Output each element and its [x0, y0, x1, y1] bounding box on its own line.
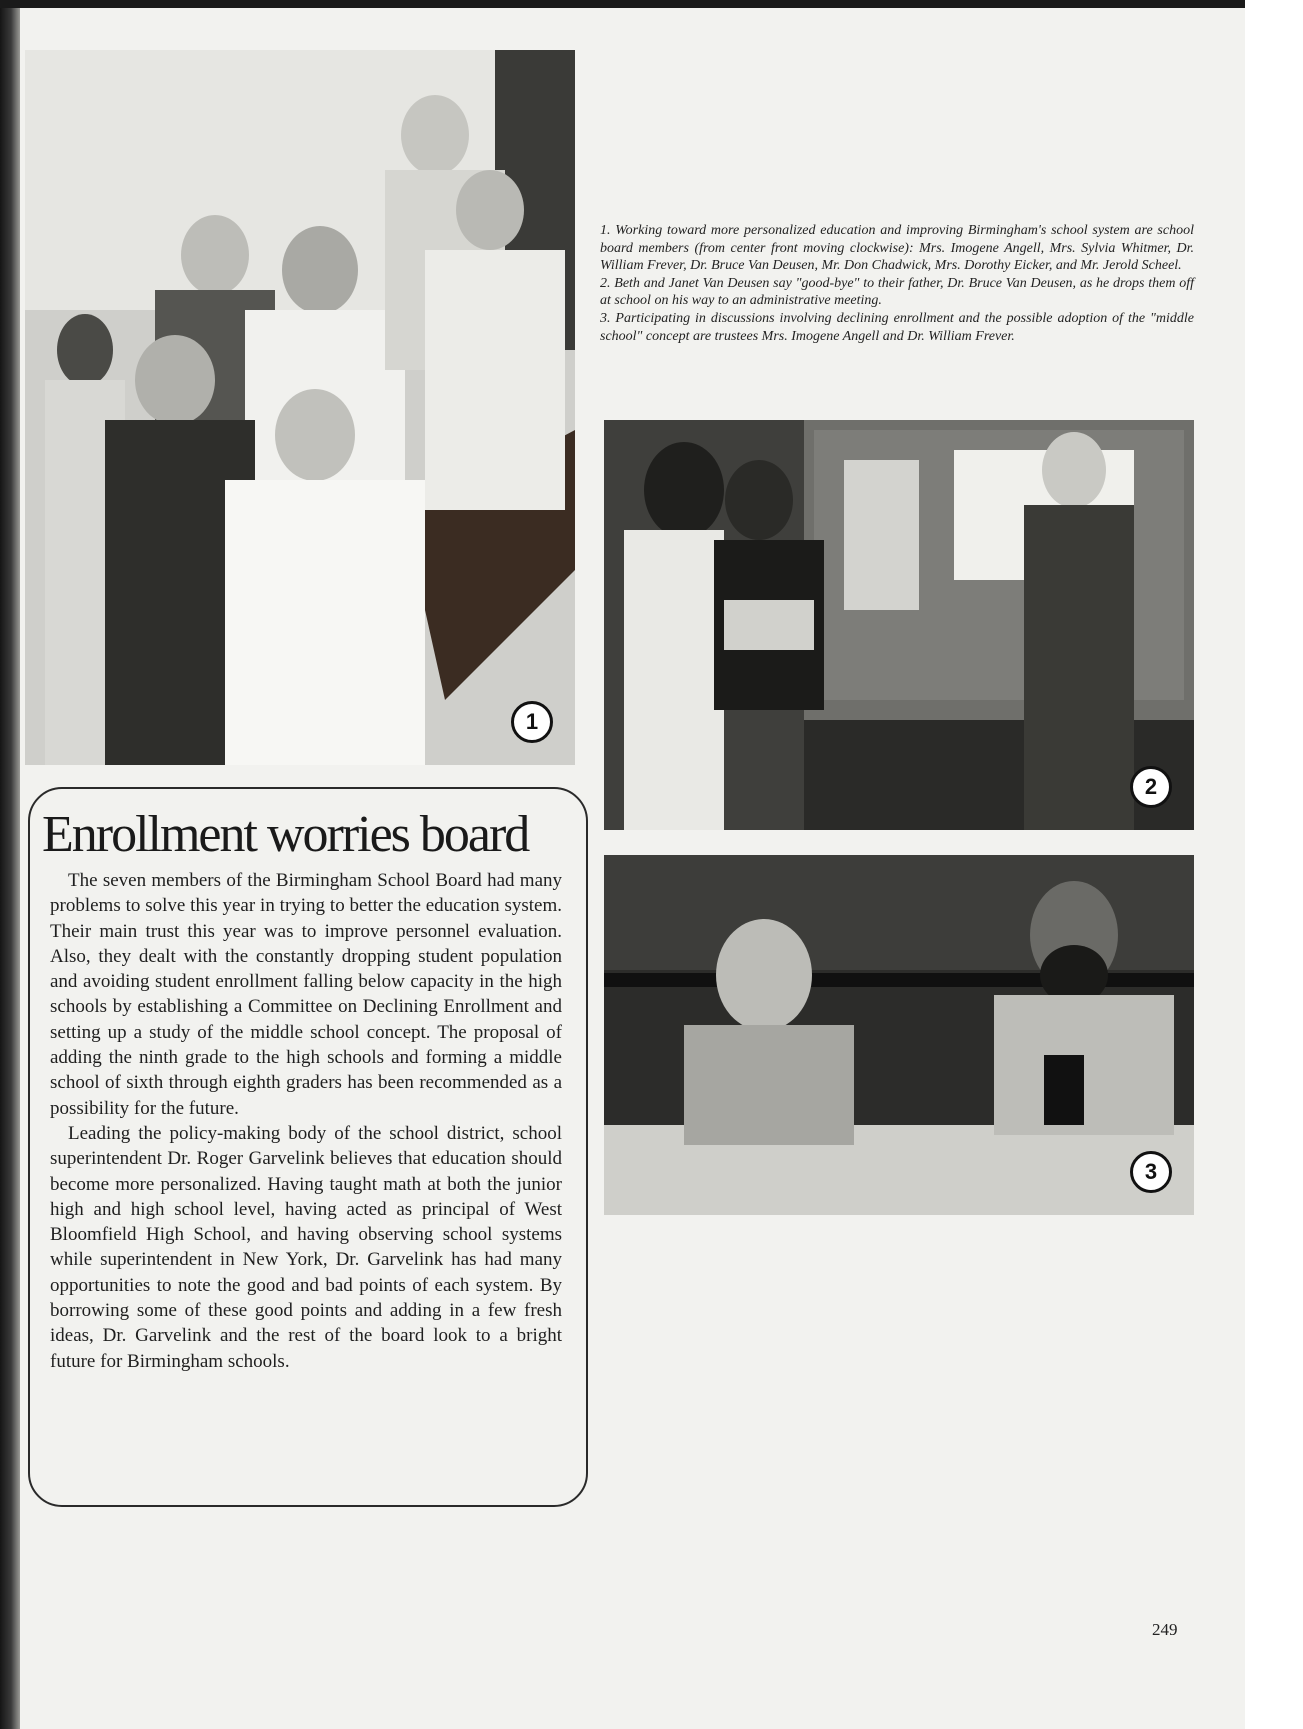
photo-van-deusen-family [604, 420, 1194, 830]
photo-2-image [604, 420, 1194, 830]
page-top-edge [0, 0, 1245, 8]
story-paragraph: Leading the policy-making body of the school district, school superintendent Dr. Roger Garvelink believes that education should become more personalized. Having taught math at both the junior high and high school level, having acted as principal of West Bloomfield High School, and having observing school systems while superintendent in New York, Dr. Garvelink has had many opportunities to note the good and bad points of each system. By borrowing some of these good points and adding in a few fresh ideas, Dr. Garvelink and the rest of the board look to a bright future for Birmingham schools. [50, 1122, 562, 1372]
story-headline: Enrollment worries board [42, 806, 529, 863]
photo-3-image [604, 855, 1194, 1215]
book-binding-edge [0, 0, 20, 1729]
photo-captions [600, 222, 1194, 345]
caption-2: 2. Beth and Janet Van Deusen say "good-bye" to their father, Dr. Bruce Van Deusen, as he drops them off at school on his way to an administrative meeting. [600, 275, 1194, 309]
photo-board-members-group [25, 50, 575, 765]
story-body [50, 868, 562, 1374]
caption-1: 1. Working toward more personalized education and improving Birmingham's school system are school board members (from center front moving clockwise): Mrs. Imogene Angell, Mrs. Sylvia Whitmer, Dr. William Frever, Dr. Bruce Van Deusen, Mr. Don Chadwick, Mrs. Dorothy Eicker, and Mr. Jerold Scheel. [600, 223, 1194, 274]
page-number: 249 [1152, 1620, 1178, 1639]
photo-number-badge: 3 [1130, 1151, 1172, 1193]
caption-3: 3. Participating in discussions involving declining enrollment and the possible adoption of the "middle school" concept are trustees Mrs. Imogene Angell and Dr. William Frever. [600, 310, 1194, 344]
story-paragraph: The seven members of the Birmingham School Board had many problems to solve this year in trying to better the education system. Their main trust this year was to improve personnel evaluation. Also, they dealt with the constantly dropping student population and avoiding student enrollment falling below capacity in the high schools by establishing a Committee on Declining Enrollment and setting up a study of the middle school concept. The proposal of adding the ninth grade to the high schools and forming a middle school of sixth through eighth graders has been recommended as a possibility for the future. [50, 870, 562, 1119]
photo-number-badge: 1 [511, 701, 553, 743]
photo-1-image [25, 50, 575, 765]
page-right-margin [1245, 0, 1303, 1729]
photo-trustees-meeting [604, 855, 1194, 1215]
photo-number-badge: 2 [1130, 766, 1172, 808]
